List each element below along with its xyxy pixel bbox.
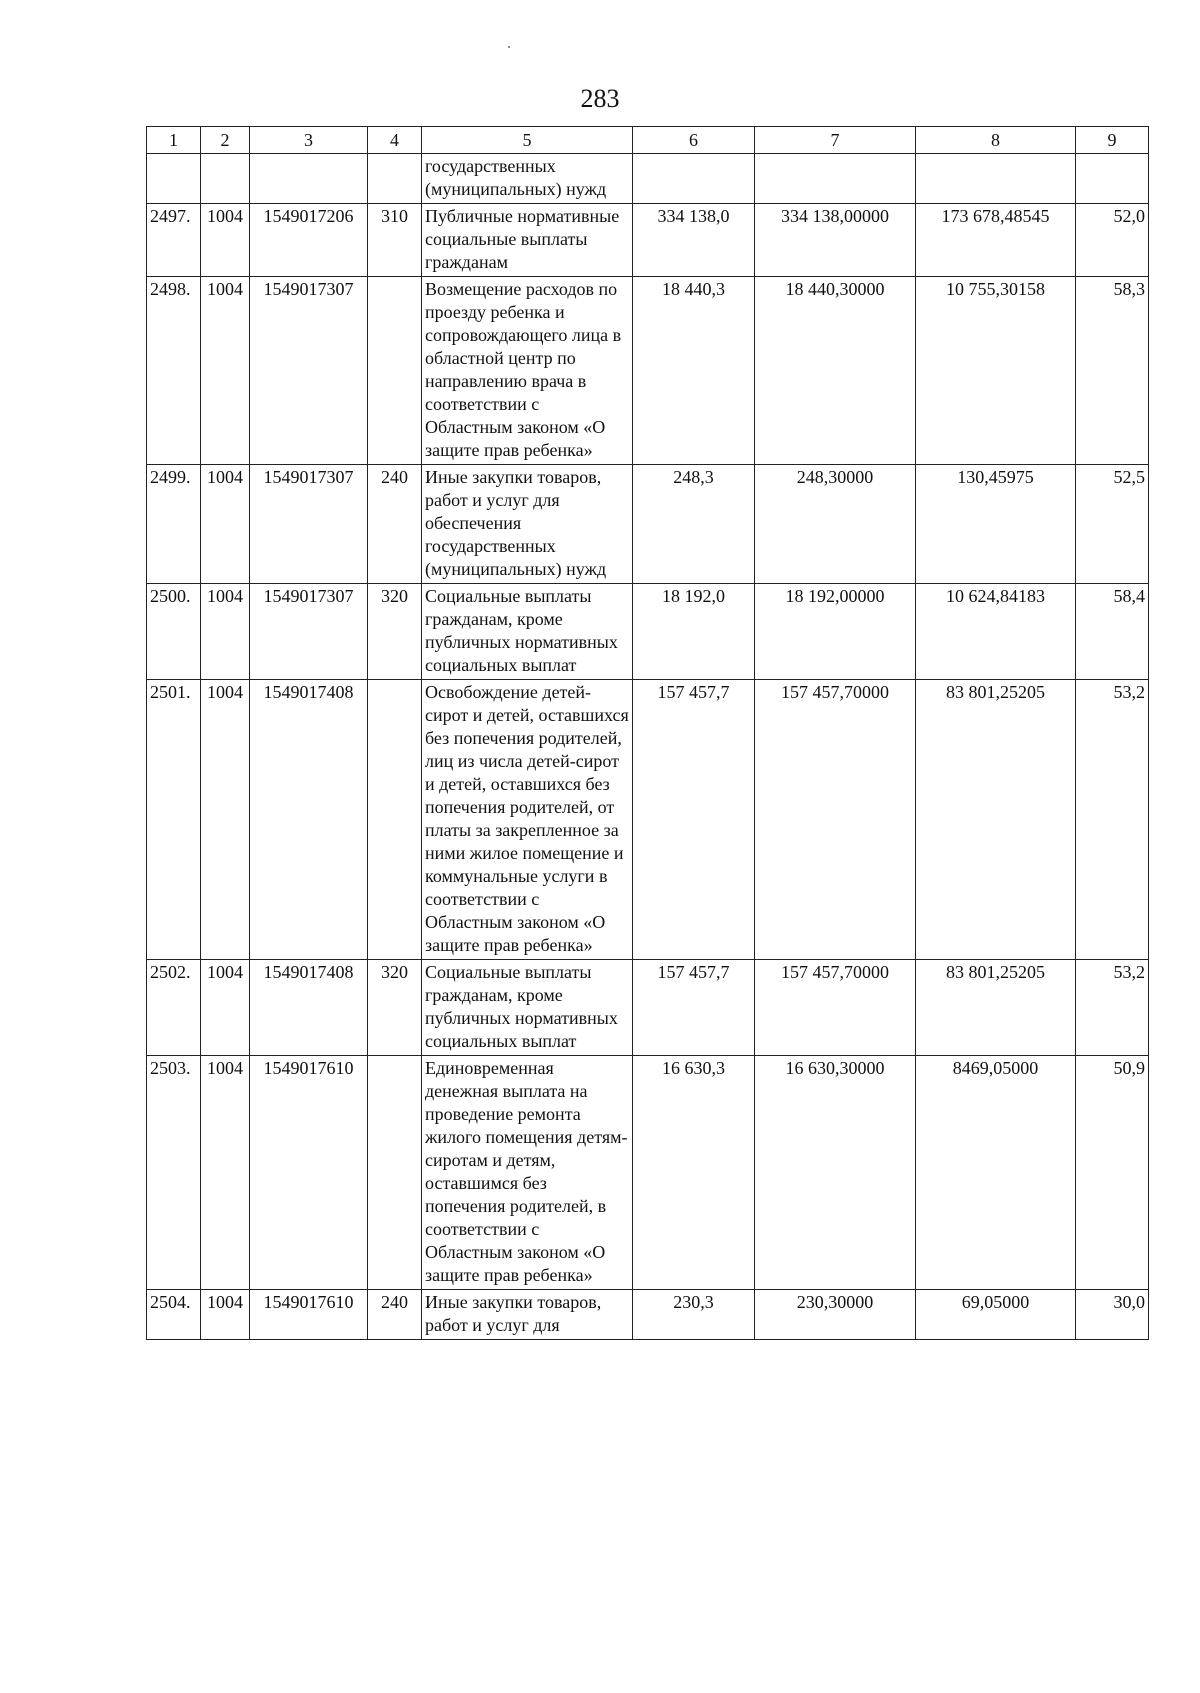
- row-number: 2497.: [147, 204, 201, 277]
- value-col-9: 58,3: [1076, 277, 1149, 465]
- table-row: [147, 680, 1149, 960]
- section-code: 1004: [201, 204, 250, 277]
- value-col-8: 130,45975: [916, 465, 1076, 584]
- expense-type-code: [368, 680, 422, 960]
- value-col-8: 83 801,25205: [916, 680, 1076, 960]
- value-col-9: 52,5: [1076, 465, 1149, 584]
- scan-artifact-dot: [508, 46, 510, 48]
- value-col-6: 16 630,3: [633, 1056, 755, 1290]
- value-col-8: 173 678,48545: [916, 204, 1076, 277]
- value-col-9: 53,2: [1076, 680, 1149, 960]
- section-code: [201, 154, 250, 204]
- row-number: 2499.: [147, 465, 201, 584]
- value-col-7: 18 192,00000: [755, 584, 916, 680]
- value-col-6: 18 192,0: [633, 584, 755, 680]
- value-col-9: 53,2: [1076, 960, 1149, 1056]
- value-col-7: 157 457,70000: [755, 960, 916, 1056]
- value-col-7: 334 138,00000: [755, 204, 916, 277]
- item-name: Социальные выплаты гражданам, кроме публичных нормативных социальных выплат: [422, 584, 633, 680]
- row-number: 2501.: [147, 680, 201, 960]
- item-name: Возмещение расходов по проезду ребенка и сопровождающего лица в областной центр по направлению врача в соответствии с Областным законом «О защите прав ребенка»: [422, 277, 633, 465]
- target-article-code: [250, 154, 368, 204]
- expense-type-code: [368, 277, 422, 465]
- value-col-6: [633, 154, 755, 204]
- item-name: Иные закупки товаров, работ и услуг для: [422, 1290, 633, 1340]
- value-col-8: 10 624,84183: [916, 584, 1076, 680]
- value-col-9: 52,0: [1076, 204, 1149, 277]
- expense-type-code: 240: [368, 1290, 422, 1340]
- expense-type-code: [368, 1056, 422, 1290]
- row-number: 2504.: [147, 1290, 201, 1340]
- section-code: 1004: [201, 584, 250, 680]
- target-article-code: 1549017408: [250, 960, 368, 1056]
- value-col-7: 157 457,70000: [755, 680, 916, 960]
- value-col-8: [916, 154, 1076, 204]
- value-col-8: 69,05000: [916, 1290, 1076, 1340]
- section-code: 1004: [201, 1290, 250, 1340]
- section-code: 1004: [201, 680, 250, 960]
- table-row: [147, 1290, 1149, 1340]
- section-code: 1004: [201, 277, 250, 465]
- value-col-6: 157 457,7: [633, 960, 755, 1056]
- value-col-8: 8469,05000: [916, 1056, 1076, 1290]
- expense-type-code: [368, 154, 422, 204]
- target-article-code: 1549017307: [250, 277, 368, 465]
- table-row: [147, 277, 1149, 465]
- value-col-7: [755, 154, 916, 204]
- expense-type-code: 240: [368, 465, 422, 584]
- value-col-6: 248,3: [633, 465, 755, 584]
- item-name: Иные закупки товаров, работ и услуг для обеспечения государственных (муниципальных) нужд: [422, 465, 633, 584]
- expense-type-code: 320: [368, 960, 422, 1056]
- table-row: [147, 204, 1149, 277]
- row-number: 2500.: [147, 584, 201, 680]
- value-col-9: 30,0: [1076, 1290, 1149, 1340]
- page-number: 283: [580, 84, 620, 113]
- value-col-7: 18 440,30000: [755, 277, 916, 465]
- column-header: 8: [916, 127, 1076, 154]
- value-col-7: 230,30000: [755, 1290, 916, 1340]
- table-row: [147, 960, 1149, 1056]
- target-article-code: 1549017610: [250, 1056, 368, 1290]
- value-col-7: 16 630,30000: [755, 1056, 916, 1290]
- column-header: 3: [250, 127, 368, 154]
- value-col-8: 83 801,25205: [916, 960, 1076, 1056]
- section-code: 1004: [201, 960, 250, 1056]
- item-name: Публичные нормативные социальные выплаты гражданам: [422, 204, 633, 277]
- value-col-6: 157 457,7: [633, 680, 755, 960]
- item-name: Освобождение детей-сирот и детей, оставшихся без попечения родителей, лиц из числа детей-сирот и детей, оставшихся без попечения родителей, от платы за закрепленное за ними жилое помещение и коммунальные услуги в соответствии с Областным законом «О защите прав ребенка»: [422, 680, 633, 960]
- value-col-8: 10 755,30158: [916, 277, 1076, 465]
- column-header: 9: [1076, 127, 1149, 154]
- section-code: 1004: [201, 465, 250, 584]
- column-header: 4: [368, 127, 422, 154]
- header-row: [147, 127, 1149, 154]
- table-row: [147, 584, 1149, 680]
- table-row: [147, 465, 1149, 584]
- budget-table: [146, 126, 1149, 1340]
- table-header: [147, 127, 1149, 154]
- target-article-code: 1549017206: [250, 204, 368, 277]
- column-header: 1: [147, 127, 201, 154]
- value-col-7: 248,30000: [755, 465, 916, 584]
- column-header: 6: [633, 127, 755, 154]
- table-row: [147, 154, 1149, 204]
- table-row: [147, 1056, 1149, 1290]
- row-number: 2502.: [147, 960, 201, 1056]
- table-body: [147, 154, 1149, 1340]
- value-col-6: 334 138,0: [633, 204, 755, 277]
- column-header: 2: [201, 127, 250, 154]
- row-number: 2498.: [147, 277, 201, 465]
- item-name: Единовременная денежная выплата на проведение ремонта жилого помещения детям-сиротам и детям, оставшимся без попечения родителей, в соответствии с Областным законом «О защите прав ребенка»: [422, 1056, 633, 1290]
- row-number: [147, 154, 201, 204]
- target-article-code: 1549017307: [250, 465, 368, 584]
- target-article-code: 1549017307: [250, 584, 368, 680]
- section-code: 1004: [201, 1056, 250, 1290]
- row-number: 2503.: [147, 1056, 201, 1290]
- column-header: 7: [755, 127, 916, 154]
- value-col-9: [1076, 154, 1149, 204]
- expense-type-code: 320: [368, 584, 422, 680]
- value-col-9: 50,9: [1076, 1056, 1149, 1290]
- value-col-6: 230,3: [633, 1290, 755, 1340]
- item-name: государственных (муниципальных) нужд: [422, 154, 633, 204]
- value-col-9: 58,4: [1076, 584, 1149, 680]
- target-article-code: 1549017408: [250, 680, 368, 960]
- target-article-code: 1549017610: [250, 1290, 368, 1340]
- item-name: Социальные выплаты гражданам, кроме публичных нормативных социальных выплат: [422, 960, 633, 1056]
- expense-type-code: 310: [368, 204, 422, 277]
- value-col-6: 18 440,3: [633, 277, 755, 465]
- column-header: 5: [422, 127, 633, 154]
